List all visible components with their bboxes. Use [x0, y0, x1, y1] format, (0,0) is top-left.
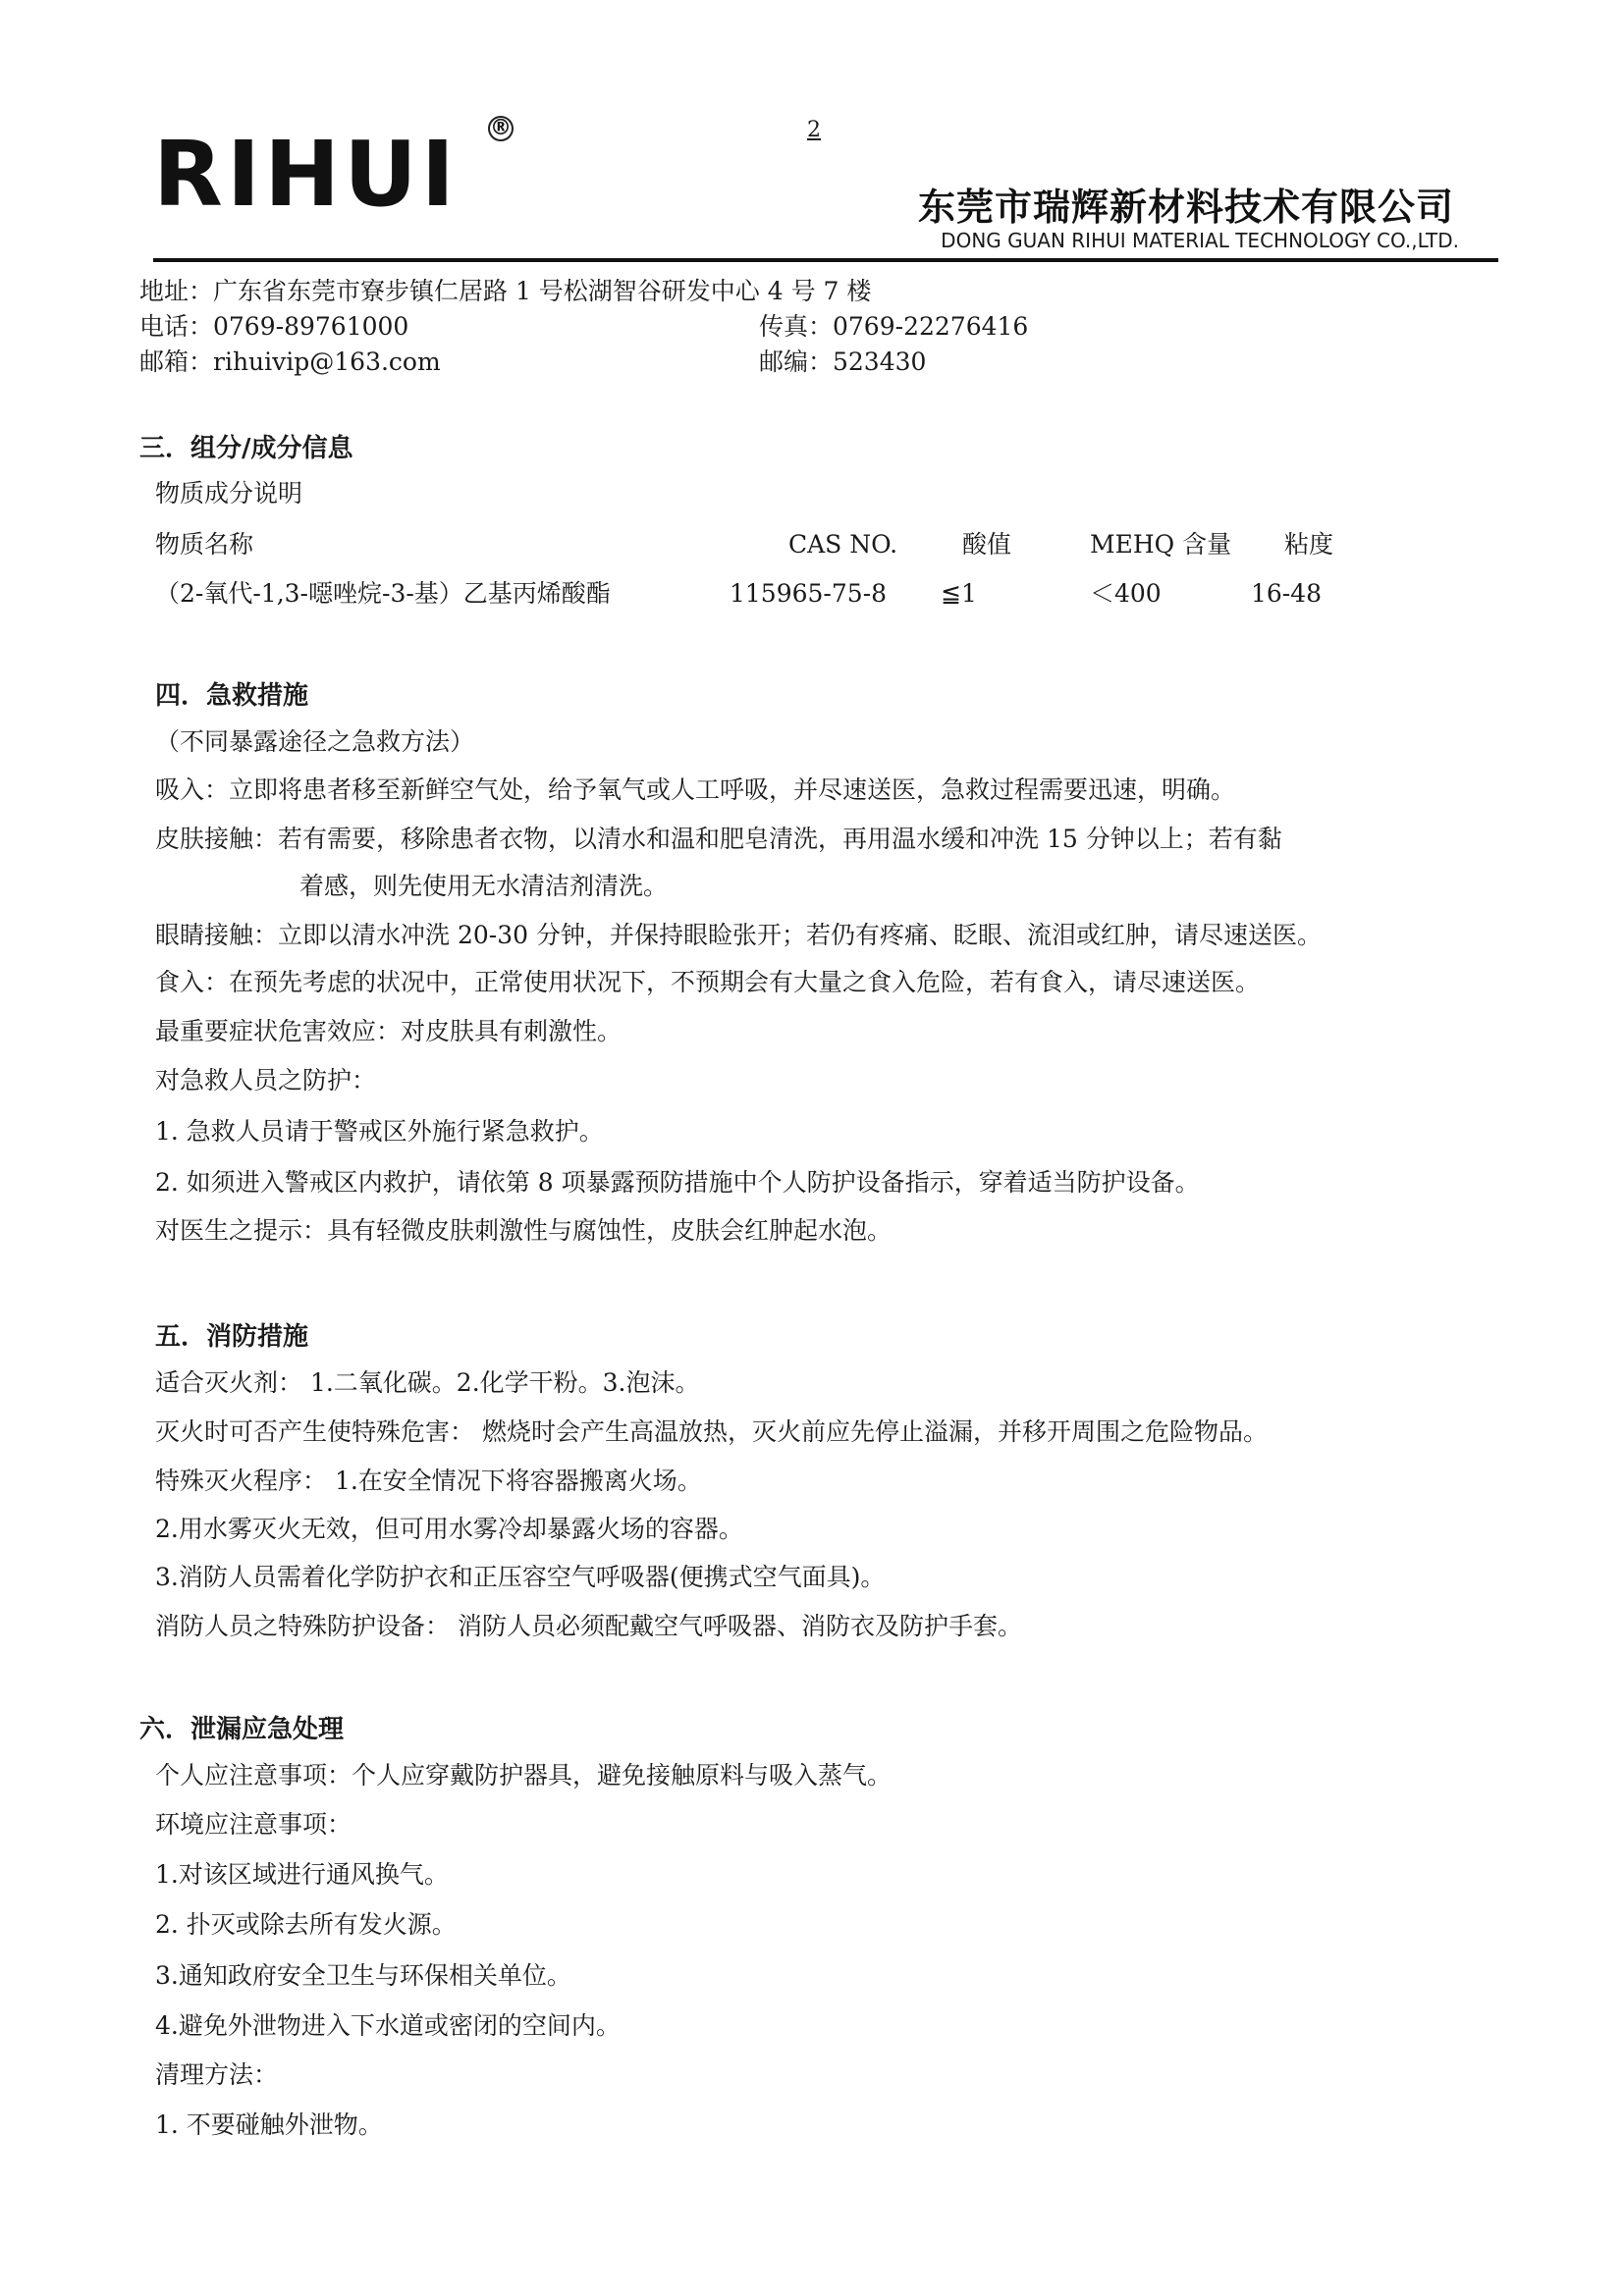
table-header-viscosity: 粘度 [1284, 530, 1334, 559]
section-6-line: 3.通知政府安全卫生与环保相关单位。 [155, 1961, 571, 1990]
section-3-title: 三．组分/成分信息 [139, 434, 353, 463]
section-4-line: （不同暴露途径之急救方法） [155, 727, 475, 756]
table-cell-viscosity: 16-48 [1251, 579, 1323, 608]
section-6-line: 4.避免外泄物进入下水道或密闭的空间内。 [155, 2011, 621, 2040]
section-4-line: 对医生之提示：具有轻微皮肤刺激性与腐蚀性，皮肤会红肿起水泡。 [155, 1216, 893, 1245]
table-header-mehq: MEHQ 含量 [1090, 530, 1232, 559]
section-4-title: 四．急救措施 [155, 681, 309, 711]
phone-line: 电话：0769-89761000 [139, 312, 409, 341]
section-6-line: 清理方法： [155, 2060, 279, 2089]
section-5-line: 适合灭火剂： 1.二氧化碳。2.化学干粉。3.泡沫。 [155, 1368, 700, 1397]
section-5-title: 五．消防措施 [155, 1322, 309, 1352]
table-cell-name: （2-氧代-1,3-噁唑烷-3-基）乙基丙烯酸酯 [155, 579, 611, 608]
header-divider [153, 258, 1498, 262]
section-5-line: 3.消防人员需着化学防护衣和正压容空气呼吸器(便携式空气面具)。 [155, 1563, 886, 1591]
section-4-line: 对急救人员之防护： [155, 1066, 377, 1095]
section-4-line: 皮肤接触：若有需要，移除患者衣物，以清水和温和肥皂清洗，再用温水缓和冲洗 15 分钟以上；若有黏 [155, 825, 1282, 853]
fax-line: 传真：0769-22276416 [759, 312, 1029, 341]
page-number: 2 [807, 118, 821, 142]
section-5-line: 灭火时可否产生使特殊危害： 燃烧时会产生高温放热，灭火前应先停止溢漏，并移开周围之危险物品。 [155, 1417, 1268, 1446]
table-cell-cas: 115965-75-8 [730, 579, 888, 608]
section-4-line: 食入：在预先考虑的状况中，正常使用状况下，不预期会有大量之食入危险，若有食入，请尽速送医。 [155, 968, 1261, 996]
table-header-name: 物质名称 [155, 530, 254, 559]
section-6-line: 环境应注意事项： [155, 1810, 352, 1839]
section-6-line: 个人应注意事项：个人应穿戴防护器具，避免接触原料与吸入蒸气。 [155, 1761, 893, 1789]
section-4-line: 1. 急救人员请于警戒区外施行紧急救护。 [155, 1117, 604, 1146]
section-4-line: 最重要症状危害效应：对皮肤具有刺激性。 [155, 1017, 623, 1045]
section-4-line: 眼睛接触：立即以清水冲洗 20-30 分钟，并保持眼睑张开；若仍有疼痛、眨眼、流泪或红肿，请尽速送医。 [155, 921, 1322, 949]
section-5-line: 2.用水雾灭火无效，但可用水雾冷却暴露火场的容器。 [155, 1515, 743, 1543]
address-line: 地址：广东省东莞市寮步镇仁居路 1 号松湖智谷研发中心 4 号 7 楼 [139, 277, 872, 305]
table-header-cas: CAS NO. [788, 530, 898, 559]
section-6-line: 1.对该区域进行通风换气。 [155, 1860, 449, 1889]
email-line: 邮箱：rihuivip@163.com [139, 347, 441, 376]
company-name-en: DONG GUAN RIHUI MATERIAL TECHNOLOGY CO.,LTD. [941, 229, 1459, 252]
section-5-line: 消防人员之特殊防护设备： 消防人员必须配戴空气呼吸器、消防衣及防护手套。 [155, 1612, 1022, 1640]
section-5-line: 特殊灭火程序： 1.在安全情况下将容器搬离火场。 [155, 1467, 702, 1495]
postcode-line: 邮编：523430 [759, 347, 927, 376]
company-name-cn: 东莞市瑞辉新材料技术有限公司 [917, 186, 1454, 229]
section-6-line: 2. 扑灭或除去所有发火源。 [155, 1910, 457, 1939]
section-4-line: 2. 如须进入警戒区内救护，请依第 8 项暴露预防措施中个人防护设备指示，穿着适当防护设备。 [155, 1168, 1200, 1197]
table-cell-mehq: ＜400 [1090, 579, 1162, 608]
table-cell-acid: ≦1 [941, 579, 977, 608]
section-4-line: 吸入：立即将患者移至新鲜空气处，给予氧气或人工呼吸，并尽速送医，急救过程需要迅速，明确。 [155, 775, 1236, 804]
section-6-line: 1. 不要碰触外泄物。 [155, 2110, 383, 2139]
section-6-title: 六．泄漏应急处理 [139, 1715, 345, 1744]
section-3-subtitle: 物质成分说明 [155, 479, 303, 507]
table-header-acid: 酸值 [962, 530, 1012, 559]
registered-mark: ® [490, 116, 512, 140]
company-logo: RIHUI [153, 122, 460, 227]
section-4-line: 着感，则先使用无水清洁剂清洗。 [299, 872, 669, 900]
